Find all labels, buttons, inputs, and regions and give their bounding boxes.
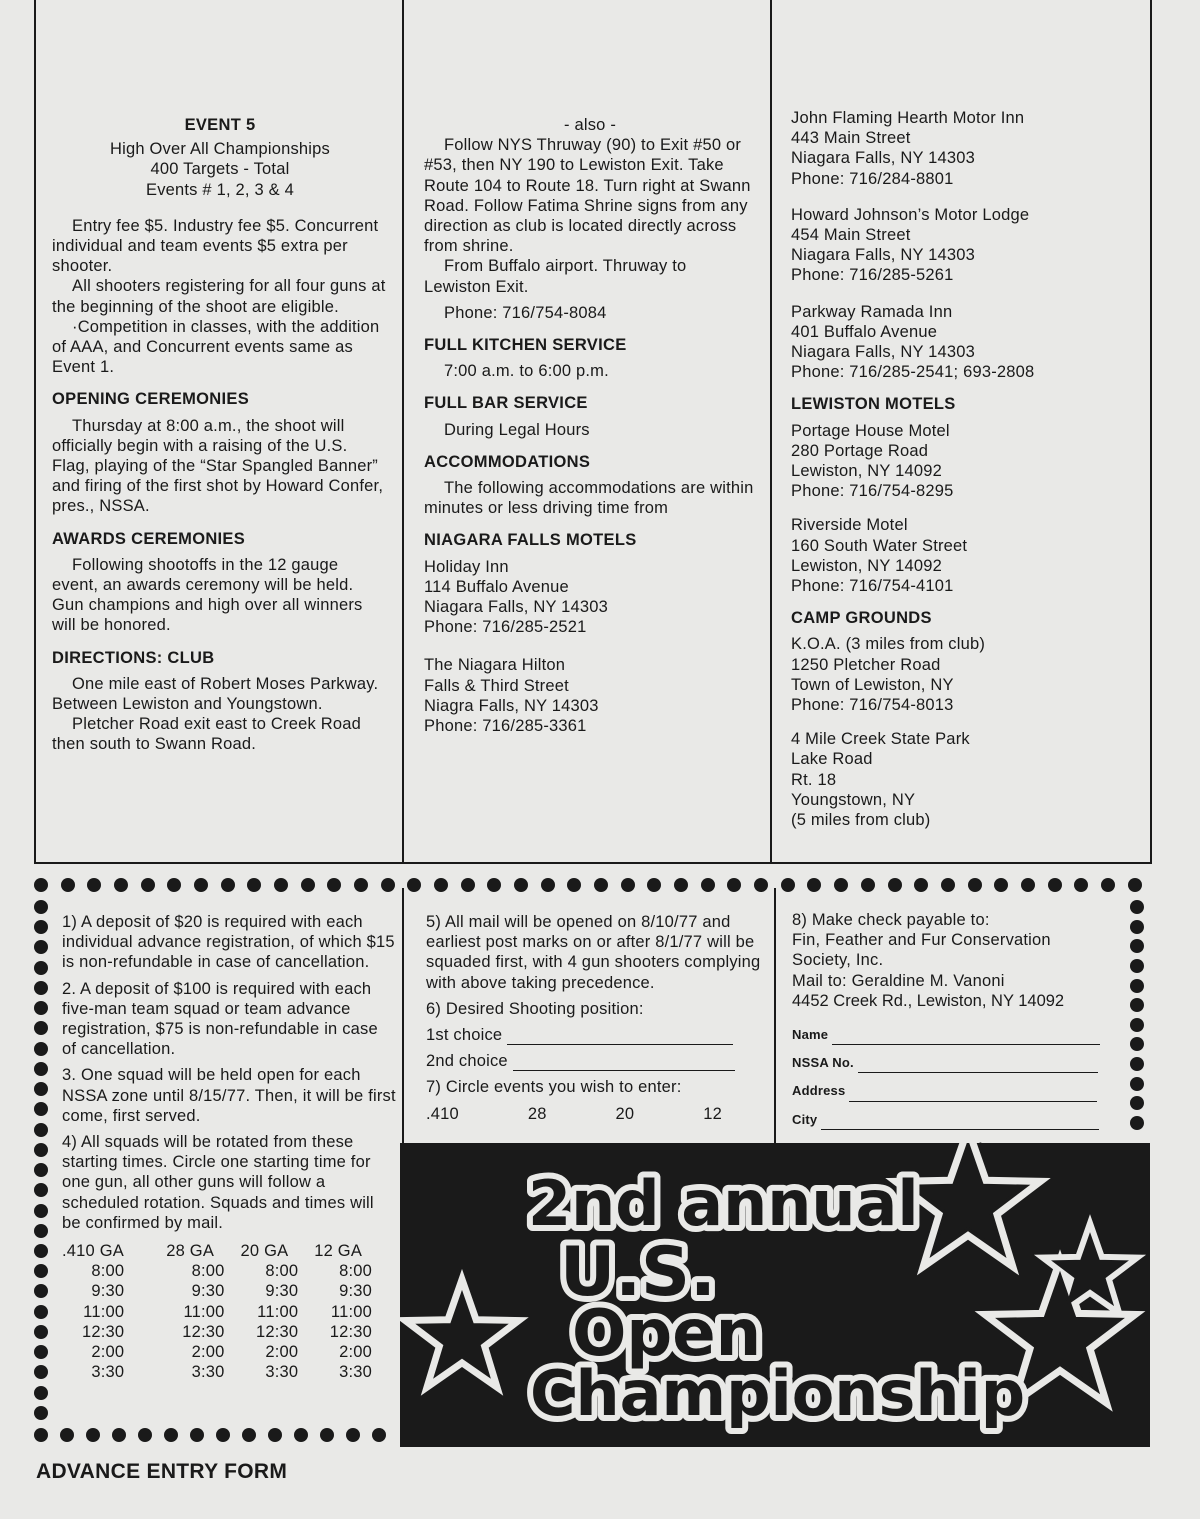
event-option[interactable]: 20 <box>615 1104 635 1123</box>
border-dot <box>34 900 48 914</box>
border-dot <box>60 1428 74 1442</box>
column-rule-1 <box>402 0 404 864</box>
border-dot <box>34 1386 48 1400</box>
section-rule <box>34 862 1152 864</box>
border-dot <box>216 1428 230 1442</box>
dot-border-top <box>34 878 1142 892</box>
motel-phone: Phone: 716/285-2541; 693-2808 <box>791 363 1035 382</box>
directions-heading: DIRECTIONS: CLUB <box>52 648 215 667</box>
city-field[interactable] <box>821 1115 1099 1130</box>
border-dot <box>888 878 902 892</box>
border-dot <box>34 1365 48 1379</box>
also-label: - also - <box>563 116 617 134</box>
camp-distance: (5 miles from club) <box>791 811 931 830</box>
motel-name: Holiday Inn <box>424 557 509 576</box>
motel-entry <box>791 302 1141 383</box>
directions-thruway: Follow NYS Thruway (90) to Exit #50 or #53, then NY 190 to Lewiston Exit. Take Route 104 to Route 18. Turn right at Swann Road. Follow Fatima Shrine signs from any direction as club is located directly across from shrine. <box>424 136 751 256</box>
border-dot <box>1074 878 1088 892</box>
motel-entry <box>424 557 756 638</box>
border-dot <box>1130 1057 1144 1071</box>
logo-line-3: Open <box>572 1297 762 1371</box>
rule-8-line: Fin, Feather and Fur Conservation <box>792 931 1051 950</box>
border-dot <box>34 920 48 934</box>
directions-text: Pletcher Road exit east to Creek Road then south to Swann Road. <box>52 715 361 754</box>
motel-address: 160 South Water Street <box>791 536 968 555</box>
address-row <box>792 1081 1122 1101</box>
border-dot <box>372 1428 386 1442</box>
time-row <box>62 1302 378 1322</box>
time-option[interactable]: 11:00 <box>257 1302 299 1321</box>
motel-city: Lewiston, NY 14092 <box>791 556 942 575</box>
time-option[interactable]: 8:00 <box>265 1262 299 1281</box>
name-label: Name <box>792 1027 829 1043</box>
border-dot <box>34 1325 48 1339</box>
camp-entry <box>791 729 1141 830</box>
nssa-label: NSSA No. <box>792 1055 854 1071</box>
time-option[interactable]: 12:30 <box>329 1322 372 1341</box>
border-dot <box>34 1428 48 1442</box>
lewiston-heading: LEWISTON MOTELS <box>791 395 956 414</box>
border-dot <box>34 1163 48 1177</box>
choice-1-label: 1st choice <box>426 1026 503 1045</box>
event5-paragraph: Entry fee $5. Industry fee $5. Concurrent individual and team events $5 extra per shooter. <box>52 216 379 276</box>
border-dot <box>34 1102 48 1116</box>
column-rule-left <box>34 0 36 864</box>
time-row <box>62 1281 378 1301</box>
motel-city: Niagara Falls, NY 14303 <box>791 343 976 362</box>
form-rule-2 <box>774 888 776 1143</box>
rule-8-line: 8) Make check payable to: <box>792 911 990 929</box>
awards-text: Following shootoffs in the 12 gauge event, an awards ceremony will be held. Gun champions and high over all winners will be honored. <box>52 555 363 635</box>
motel-city: Niagara Falls, NY 14303 <box>791 246 976 265</box>
motel-address: Falls & Third Street <box>424 676 569 695</box>
niagara-heading: NIAGARA FALLS MOTELS <box>424 531 637 550</box>
event5-line: Events # 1, 2, 3 & 4 <box>145 180 294 199</box>
motel-phone: Phone: 716/284-8801 <box>791 169 954 188</box>
name-row <box>792 1025 1122 1045</box>
form-rules-left <box>62 912 396 1382</box>
accommodations-text: The following accommodations are within minutes or less driving time from <box>424 479 754 518</box>
border-dot <box>701 878 715 892</box>
rule-3: 3. One squad will be held open for each NSSA zone until 8/15/77. Then, it will be first come, first served. <box>62 1066 396 1125</box>
border-dot <box>34 1284 48 1298</box>
motel-name: Portage House Motel <box>791 421 950 440</box>
border-dot <box>34 1042 48 1056</box>
border-dot <box>138 1428 152 1442</box>
time-option[interactable]: 2:00 <box>191 1343 225 1362</box>
border-dot <box>34 940 48 954</box>
kitchen-text: 7:00 a.m. to 6:00 p.m. <box>444 362 609 381</box>
logo-art <box>400 1143 1150 1447</box>
border-dot <box>34 1204 48 1218</box>
motel-name: John Flaming Hearth Motor Inn <box>791 109 1025 127</box>
border-dot <box>1130 900 1144 914</box>
event-option[interactable]: .410 <box>426 1104 459 1123</box>
border-dot <box>34 1143 48 1157</box>
events-row <box>426 1104 722 1124</box>
border-dot <box>1128 878 1142 892</box>
time-option[interactable]: 11:00 <box>183 1302 225 1321</box>
border-dot <box>1021 878 1035 892</box>
camp-address: Lake Road <box>791 750 873 769</box>
border-dot <box>914 878 928 892</box>
address-field[interactable] <box>849 1087 1097 1102</box>
motel-phone: Phone: 716/754-8295 <box>791 482 954 501</box>
motel-entry <box>424 655 756 736</box>
bar-text: During Legal Hours <box>444 420 590 439</box>
rule-4: 4) All squads will be rotated from these starting times. Circle one starting time for one gun, all other guns will follow a scheduled rotation. Squads and times will be confirmed by mail. <box>62 1133 374 1232</box>
border-dot <box>487 878 501 892</box>
time-option[interactable]: 12:30 <box>81 1322 125 1341</box>
border-dot <box>34 961 48 975</box>
border-dot <box>1130 1018 1144 1032</box>
time-option[interactable]: 9:30 <box>191 1282 225 1301</box>
motel-phone: Phone: 716/754-4101 <box>791 577 954 596</box>
border-dot <box>141 878 155 892</box>
border-dot <box>34 1021 48 1035</box>
border-dot <box>294 1428 308 1442</box>
border-dot <box>34 1001 48 1015</box>
border-dot <box>34 1406 48 1420</box>
border-dot <box>968 878 982 892</box>
border-dot <box>34 1062 48 1076</box>
border-dot <box>247 878 261 892</box>
border-dot <box>621 878 635 892</box>
border-dot <box>834 878 848 892</box>
motel-address: 280 Portage Road <box>791 441 929 460</box>
gauge-header: .410 GA <box>62 1242 124 1261</box>
motel-address: 454 Main Street <box>791 226 911 245</box>
gauge-header: 20 GA <box>240 1242 289 1261</box>
choice-1-row <box>426 1025 766 1045</box>
border-dot <box>754 878 768 892</box>
championship-logo <box>400 1143 1150 1447</box>
event5-paragraph: All shooters registering for all four guns at the beginning of the shoot are eligible. <box>52 277 386 316</box>
time-option[interactable]: 3:30 <box>91 1363 125 1382</box>
event5-line: High Over All Championships <box>110 140 330 159</box>
border-dot <box>114 878 128 892</box>
border-dot <box>34 1082 48 1096</box>
choice-2-field[interactable] <box>513 1056 735 1071</box>
motel-address: 114 Buffalo Avenue <box>424 577 569 596</box>
border-dot <box>541 878 555 892</box>
awards-heading: AWARDS CEREMONIES <box>52 529 246 548</box>
border-dot <box>407 878 421 892</box>
rule-8-line: Mail to: Geraldine M. Vanoni <box>792 971 1005 990</box>
border-dot <box>727 878 741 892</box>
border-dot <box>34 1264 48 1278</box>
motel-entry <box>791 421 1141 502</box>
form-rule-1 <box>402 888 404 1143</box>
motel-city: Niagara Falls, NY 14303 <box>791 149 976 168</box>
border-dot <box>674 878 688 892</box>
border-dot <box>1130 1096 1144 1110</box>
motel-city: Niagra Falls, NY 14303 <box>424 696 599 715</box>
border-dot <box>34 1224 48 1238</box>
time-option[interactable]: 3:30 <box>191 1363 225 1382</box>
border-dot <box>112 1428 126 1442</box>
logo-line-1: 2nd annual <box>528 1167 919 1240</box>
border-dot <box>861 878 875 892</box>
border-dot <box>1130 1077 1144 1091</box>
bar-heading: FULL BAR SERVICE <box>424 394 588 413</box>
event5-line: 400 Targets - Total <box>150 160 290 179</box>
dot-border-bottom <box>34 1428 386 1442</box>
column-3 <box>791 108 1141 830</box>
camp-entry <box>791 634 1141 715</box>
border-dot <box>346 1428 360 1442</box>
border-dot <box>190 1428 204 1442</box>
event5-paragraph: ·Competition in classes, with the addition of AAA, and Concurrent events same as Event 1. <box>52 317 380 377</box>
border-dot <box>647 878 661 892</box>
border-dot <box>327 878 341 892</box>
time-row <box>62 1362 378 1382</box>
border-dot <box>1130 939 1144 953</box>
border-dot <box>461 878 475 892</box>
border-dot <box>1130 979 1144 993</box>
rule-2: 2. A deposit of $100 is required with each five-man team squad or team advance registration, $75 is non-refundable in case of cancellation. <box>62 979 378 1059</box>
rule-5: 5) All mail will be opened on 8/10/77 and earliest post marks on or after 8/1/77 will be squaded first, with 4 gun shooters complying with above taking precedence. <box>426 913 761 992</box>
time-row <box>62 1342 378 1362</box>
border-dot <box>1130 1116 1144 1130</box>
border-dot <box>354 878 368 892</box>
motel-entry <box>791 108 1141 189</box>
directions-text: One mile east of Robert Moses Parkway. Between Lewiston and Youngstown. <box>52 674 379 714</box>
time-option[interactable]: 11:00 <box>330 1302 372 1321</box>
time-option[interactable]: 2:00 <box>339 1343 372 1362</box>
time-option[interactable]: 2:00 <box>91 1343 125 1362</box>
border-dot <box>167 878 181 892</box>
camp-route: Rt. 18 <box>791 770 837 789</box>
choice-2-row <box>426 1051 766 1071</box>
border-dot <box>434 878 448 892</box>
camp-name: 4 Mile Creek State Park <box>791 730 970 749</box>
column-1 <box>52 115 388 755</box>
gauge-header: 28 GA <box>166 1242 215 1261</box>
opening-text: Thursday at 8:00 a.m., the shoot will officially begin with a raising of the U.S. Flag, playing of the “Star Spangled Banner” and firing of the first shot by Howard Confer, pres., NSSA. <box>52 416 384 516</box>
border-dot <box>274 878 288 892</box>
motel-address: 443 Main Street <box>791 129 911 148</box>
border-dot <box>781 878 795 892</box>
event-option[interactable]: 28 <box>527 1104 547 1123</box>
event5-heading: EVENT 5 <box>184 116 256 134</box>
motel-name: Howard Johnson’s Motor Lodge <box>791 205 1030 224</box>
dot-border-right <box>1130 900 1144 1130</box>
border-dot <box>1130 920 1144 934</box>
camp-address: 1250 Pletcher Road <box>791 655 941 674</box>
time-option[interactable]: 8:00 <box>91 1262 125 1281</box>
kitchen-heading: FULL KITCHEN SERVICE <box>424 336 627 355</box>
rule-8-line: Society, Inc. <box>792 951 884 970</box>
time-option[interactable]: 12:30 <box>255 1322 299 1341</box>
border-dot <box>1130 959 1144 973</box>
rule-8-line: 4452 Creek Rd., Lewiston, NY 14092 <box>792 991 1065 1010</box>
border-dot <box>268 1428 282 1442</box>
time-option[interactable]: 2:00 <box>265 1343 299 1362</box>
camp-city: Town of Lewiston, NY <box>791 675 954 694</box>
time-option[interactable]: 3:30 <box>265 1363 299 1382</box>
time-option[interactable]: 11:00 <box>83 1302 125 1321</box>
border-dot <box>941 878 955 892</box>
time-option[interactable]: 3:30 <box>339 1363 372 1382</box>
city-label: City <box>792 1111 818 1127</box>
border-dot <box>164 1428 178 1442</box>
border-dot <box>34 1305 48 1319</box>
nssa-row <box>792 1053 1122 1073</box>
motel-address: 401 Buffalo Avenue <box>791 322 938 341</box>
border-dot <box>1048 878 1062 892</box>
border-dot <box>994 878 1008 892</box>
border-dot <box>34 1244 48 1258</box>
border-dot <box>594 878 608 892</box>
accommodations-heading: ACCOMMODATIONS <box>424 452 591 471</box>
motel-entry <box>791 205 1141 286</box>
border-dot <box>1130 998 1144 1012</box>
time-option[interactable]: 9:30 <box>339 1282 372 1301</box>
motel-name: Riverside Motel <box>791 516 908 535</box>
choice-2-label: 2nd choice <box>426 1052 508 1071</box>
motel-phone: Phone: 716/285-2521 <box>424 618 587 637</box>
border-dot <box>301 878 315 892</box>
event-option[interactable]: 12 <box>703 1104 722 1123</box>
camp-phone: Phone: 716/754-8013 <box>791 696 954 715</box>
advance-entry-form-title: ADVANCE ENTRY FORM <box>36 1460 288 1483</box>
motel-entry <box>791 515 1141 596</box>
column-rule-2 <box>770 0 772 864</box>
time-option[interactable]: 9:30 <box>91 1282 125 1301</box>
logo-line-2: U.S. <box>560 1233 716 1312</box>
time-option[interactable]: 12:30 <box>182 1322 225 1341</box>
column-2 <box>424 115 756 736</box>
club-phone: Phone: 716/754-8084 <box>444 303 607 322</box>
motel-city: Lewiston, NY 14092 <box>791 462 942 481</box>
address-label: Address <box>792 1083 846 1099</box>
border-dot <box>320 1428 334 1442</box>
motel-name: The Niagara Hilton <box>424 656 566 675</box>
border-dot <box>194 878 208 892</box>
time-row <box>62 1322 378 1342</box>
choice-1-field[interactable] <box>507 1030 733 1045</box>
border-dot <box>567 878 581 892</box>
directions-airport: From Buffalo airport. Thruway to Lewiston Exit. <box>424 257 687 296</box>
gauge-header: 12 GA <box>314 1242 363 1261</box>
border-dot <box>514 878 528 892</box>
time-option[interactable]: 8:00 <box>191 1262 225 1281</box>
starting-times-table <box>62 1241 378 1382</box>
border-dot <box>34 878 48 892</box>
time-option[interactable]: 8:00 <box>339 1262 372 1281</box>
rule-7: 7) Circle events you wish to enter: <box>426 1078 682 1097</box>
border-dot <box>1130 1037 1144 1051</box>
rule-1: 1) A deposit of $20 is required with each individual advance registration, of which $15 is non-refundable in case of cancellation. <box>62 913 395 972</box>
border-dot <box>87 878 101 892</box>
time-option[interactable]: 9:30 <box>265 1282 299 1301</box>
dot-border-left <box>34 900 48 1420</box>
border-dot <box>1101 878 1115 892</box>
border-dot <box>86 1428 100 1442</box>
border-dot <box>34 981 48 995</box>
motel-phone: Phone: 716/285-5261 <box>791 266 954 285</box>
opening-heading: OPENING CEREMONIES <box>52 390 250 409</box>
column-rule-right <box>1150 0 1152 864</box>
border-dot <box>34 1123 48 1137</box>
form-rules-right <box>792 910 1122 1166</box>
rule-6: 6) Desired Shooting position: <box>426 999 644 1018</box>
city-row <box>792 1110 1122 1130</box>
border-dot <box>381 878 395 892</box>
motel-phone: Phone: 716/285-3361 <box>424 717 587 736</box>
time-row <box>62 1261 378 1281</box>
border-dot <box>221 878 235 892</box>
motel-city: Niagara Falls, NY 14303 <box>424 598 609 617</box>
border-dot <box>34 1345 48 1359</box>
border-dot <box>807 878 821 892</box>
name-field[interactable] <box>832 1030 1100 1045</box>
border-dot <box>61 878 75 892</box>
camp-heading: CAMP GROUNDS <box>791 609 932 628</box>
nssa-field[interactable] <box>858 1058 1098 1073</box>
border-dot <box>242 1428 256 1442</box>
camp-city: Youngstown, NY <box>791 790 916 809</box>
camp-name: K.O.A. (3 miles from club) <box>791 635 986 654</box>
motel-name: Parkway Ramada Inn <box>791 302 953 321</box>
border-dot <box>34 1183 48 1197</box>
form-rules-middle <box>426 912 766 1124</box>
logo-line-4: Championship <box>530 1357 1026 1430</box>
